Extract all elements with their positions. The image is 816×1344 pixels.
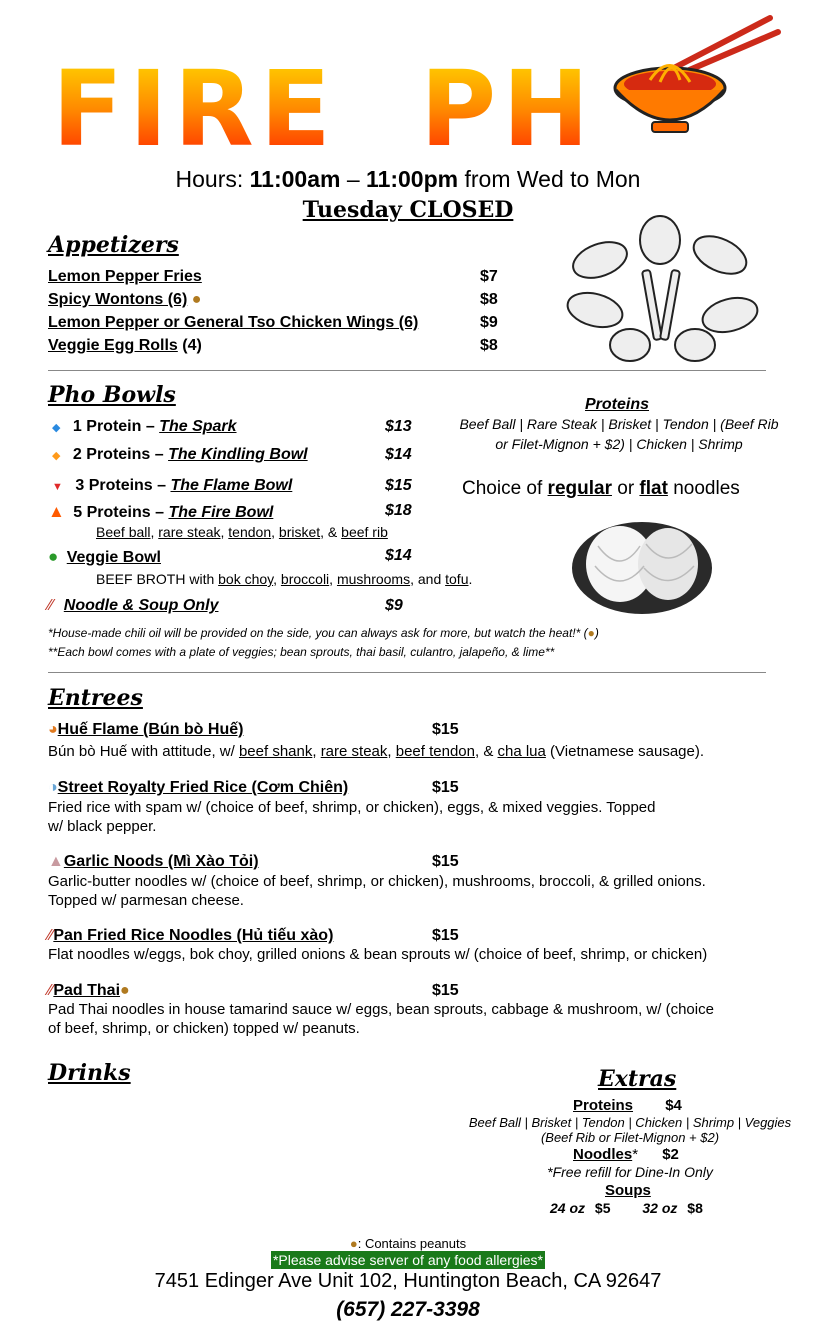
pho-prefix: 2 Proteins – [72, 446, 169, 463]
chopsticks-icon: ⁄⁄ [48, 927, 54, 944]
soup-size: 32 oz [642, 1200, 678, 1216]
noodle-soup-item [48, 597, 218, 615]
pho-item [52, 418, 237, 436]
entree-desc: Flat noodles w/eggs, bok choy, grilled onions & bean sprouts w/ (choice of beef, shrimp, or chicken) [48, 946, 708, 963]
entree-panfried [48, 927, 333, 945]
chicken-wings-illustration [560, 210, 765, 370]
extras-noodles-label: Noodles [573, 1146, 633, 1163]
detail-item: tendon [228, 524, 272, 540]
chopsticks-icon: ⁄⁄ [48, 982, 54, 999]
pho-prefix: 1 Protein – [72, 418, 160, 435]
allergy-notice: *Please advise server of any food allergies* [272, 1252, 544, 1268]
chili-oil-end: ) [594, 626, 599, 640]
address: 7451 Edinger Ave Unit 102, Huntington Beach, CA 92647 [154, 1270, 662, 1292]
red-triangle-icon: ▼ [52, 481, 63, 493]
entree-name: Street Royalty Fried Rice (Cơm Chiên) [57, 779, 349, 796]
extras-proteins-note: (Beef Rib or Filet-Mignon + $2) [540, 1130, 720, 1145]
pho-item [52, 477, 292, 495]
entree-name: Garlic Noods (Mì Xào Tỏi) [63, 853, 259, 870]
choice-pre: Choice of [462, 478, 548, 499]
appetizer-price: $7 [480, 268, 498, 285]
chili-oil-note [48, 626, 599, 640]
peanut-legend-text: : Contains peanuts [357, 1236, 467, 1251]
entrees-heading: Entrees [48, 685, 143, 711]
extras-heading: Extras [598, 1066, 677, 1092]
soup-size: 24 oz [550, 1200, 586, 1216]
veggie-desc-item: mushrooms [336, 571, 411, 587]
desc-text: Bún bò Huế with attitude, w/ [48, 743, 239, 760]
entree-name: Huế Flame (Bún bò Huế) [57, 721, 244, 738]
entree-price: $15 [432, 853, 459, 870]
entree-name: Pan Fried Rice Noodles (Hủ tiếu xào) [53, 927, 334, 944]
pho-price: $14 [385, 446, 412, 463]
pho-prefix: 5 Proteins – [73, 504, 169, 521]
logo [50, 48, 770, 170]
appetizer-price: $8 [480, 337, 498, 354]
veggie-bowl-name: Veggie Bowl [66, 549, 161, 566]
entree-price: $15 [432, 721, 459, 738]
appetizer-name: Veggie Egg Rolls [48, 337, 178, 354]
pho-prefix: 3 Proteins – [75, 477, 171, 494]
ramen-bowl-icon: ◕ [48, 721, 58, 738]
desc-item: rare steak [320, 743, 388, 760]
entree-garlic [48, 853, 259, 871]
detail-item: rare steak [158, 524, 221, 540]
entree-name: Pad Thai [53, 982, 121, 999]
pho-title: The Flame Bowl [170, 477, 293, 494]
small-blue-diamond-icon: ◆ [52, 422, 61, 434]
hours-close: 11:00pm [366, 166, 459, 192]
pho-price: $18 [385, 502, 412, 519]
noodle-soup-name: Noodle & Soup Only [63, 597, 219, 614]
peanut-icon: ● [120, 982, 130, 999]
appetizer-item [48, 337, 202, 355]
phone: (657) 227-3398 [336, 1298, 480, 1321]
extras-noodles-star: * [632, 1146, 639, 1163]
pho-heading: Pho Bowls [48, 382, 176, 408]
appetizer-extra: (4) [177, 337, 202, 354]
desc-item: beef shank [238, 743, 313, 760]
entree-desc: Bún bò Huế with attitude, w/ beef shank, rare steak, beef tendon, & cha lua (Vietnamese sausage). [48, 743, 705, 760]
soup-price: $8 [687, 1200, 703, 1216]
desc-item: cha lua [497, 743, 546, 760]
chopsticks-icon: ⁄⁄ [48, 597, 54, 614]
extras-soups-label: Soups [605, 1182, 651, 1199]
hours-label: Hours: [175, 166, 244, 192]
pho-title: The Kindling Bowl [168, 446, 308, 463]
entree-price: $15 [432, 779, 459, 796]
choice-flat: flat [639, 478, 668, 499]
noodle-soup-price: $9 [385, 597, 403, 614]
appetizer-item: Lemon Pepper Fries [48, 268, 202, 285]
detail-item: beef rib [341, 524, 388, 540]
veggie-desc-item: tofu [445, 571, 469, 587]
veggie-desc-item: bok choy [218, 571, 274, 587]
section-divider [48, 672, 766, 673]
extras-proteins-list: Beef Ball | Brisket | Tendon | Chicken | Shrimp | Veggies [468, 1115, 792, 1130]
garlic-icon: ▲ [48, 853, 64, 870]
veggie-desc-item: broccoli [280, 571, 330, 587]
section-divider [48, 370, 766, 371]
entree-rice [48, 779, 348, 797]
broccoli-icon: ● [48, 547, 59, 566]
hours-line [0, 166, 816, 193]
hours-dash: – [346, 166, 360, 192]
entree-desc: Topped w/ parmesan cheese. [48, 892, 244, 909]
extras-proteins-label: Proteins [573, 1097, 634, 1114]
hours-days: from Wed to Mon [464, 166, 641, 192]
noodles-plate-illustration [570, 516, 715, 616]
peanut-icon: ● [587, 626, 595, 640]
appetizer-price: $8 [480, 291, 498, 308]
pho-price: $15 [385, 477, 412, 494]
small-orange-diamond-icon: ◆ [52, 450, 61, 462]
pho-item [52, 446, 308, 464]
extras-noodles-note: *Free refill for Dine-In Only [547, 1164, 713, 1180]
appetizer-name: Spicy Wontons (6) [48, 291, 188, 308]
veggie-bowl-price: $14 [385, 547, 412, 564]
entree-hue [48, 721, 243, 739]
veggie-desc-prefix: BEEF BROTH with [96, 571, 219, 587]
peanut-legend [0, 1236, 816, 1251]
logo-word-pho: PH [420, 48, 596, 170]
veggie-bowl-item [48, 547, 161, 567]
rice-bowl-icon: ◑ [48, 779, 58, 796]
veggie-bowl-desc: BEEF BROTH with bok choy, broccoli, mushrooms, and tofu. [96, 571, 473, 587]
peanut-icon: ● [191, 291, 202, 308]
fire-icon: ▲ [48, 502, 65, 521]
desc-text: (Vietnamese sausage). [545, 743, 705, 760]
entree-desc: Pad Thai noodles in house tamarind sauce w/ eggs, bean sprouts, cabbage & mushroom, w/ (choice [48, 1001, 714, 1018]
logo-word-fire: FIRE [52, 48, 337, 170]
fire-bowl-detail: Beef ball, rare steak, tendon, brisket, & beef rib [96, 524, 388, 540]
extras-proteins-price: $4 [665, 1097, 682, 1114]
entree-padthai [48, 982, 130, 1000]
extras-noodles-row [573, 1146, 679, 1163]
drinks-heading: Drinks [48, 1060, 131, 1086]
extras-noodles-price: $2 [662, 1146, 679, 1163]
pho-proteins-heading: Proteins [585, 396, 650, 413]
detail-item: brisket [278, 524, 321, 540]
hours-open: 11:00am [249, 166, 341, 192]
peanut-icon: ● [349, 1236, 358, 1251]
pho-price: $13 [385, 418, 412, 435]
appetizer-item: Lemon Pepper or General Tso Chicken Wings (6) [48, 314, 419, 331]
noodle-choice [462, 478, 740, 500]
choice-or: or [611, 478, 640, 499]
entree-price: $15 [432, 982, 459, 999]
pho-bowl-logo-icon [610, 10, 790, 150]
extras-proteins-row [573, 1097, 682, 1114]
choice-regular: regular [547, 478, 612, 499]
entree-desc: Fried rice with spam w/ (choice of beef, shrimp, or chicken), eggs, & mixed veggies. Topped [48, 799, 656, 816]
entree-price: $15 [432, 927, 459, 944]
pho-proteins-text: Beef Ball | Rare Steak | Brisket | Tendon | (Beef Rib or Filet-Mignon + $2) | Chicken | Shrimp [459, 416, 779, 452]
chili-oil-text: *House-made chili oil will be provided on the side, you can always ask for more, but watch the heat!* ( [48, 626, 588, 640]
choice-post: noodles [667, 478, 740, 499]
appetizer-item [48, 291, 201, 309]
allergy-notice-wrap [0, 1252, 816, 1270]
detail-item: Beef ball [96, 524, 151, 540]
desc-item: beef tendon [395, 743, 475, 760]
pho-title: The Fire Bowl [168, 504, 274, 521]
appetizer-price: $9 [480, 314, 498, 331]
entree-desc: of beef, shrimp, or chicken) topped w/ peanuts. [48, 1020, 360, 1037]
appetizers-heading: Appetizers [48, 232, 179, 258]
pho-title: The Spark [159, 418, 237, 435]
closed-notice: Tuesday CLOSED [302, 197, 514, 223]
veggie-plate-note: **Each bowl comes with a plate of veggies; bean sprouts, thai basil, culantro, jalapeño, & lime** [48, 645, 555, 659]
entree-desc: w/ black pepper. [48, 818, 157, 835]
entree-desc: Garlic-butter noodles w/ (choice of beef, shrimp, or chicken), mushrooms, broccoli, & grilled onions. [48, 873, 706, 890]
soup-price: $5 [594, 1200, 611, 1216]
extras-soups-row [550, 1200, 703, 1216]
pho-item [48, 502, 273, 522]
